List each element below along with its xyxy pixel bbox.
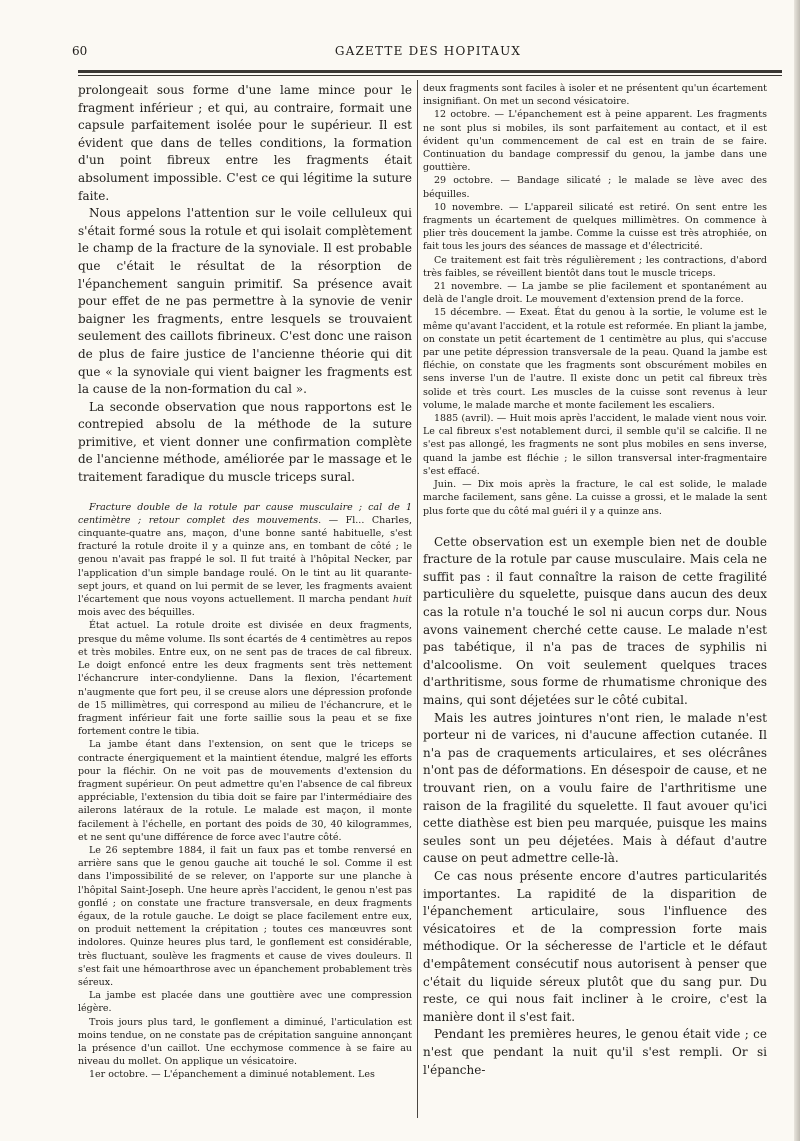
commentary [423,534,767,1079]
header-rule-thick [78,70,782,73]
case-paragraph: État actuel. La rotule droite est divisée en deux fragments, presque du même volume. Ils sont écartés de 4 centimètres au repos et très mobiles. Entre eux, on ne sent pas de traces de cal fibreux. Le doigt enfoncé entre les deux fragments sent très nettement l'échancrure inter-condylienne. Dans la flexion, l'écartement n'augmente que fort peu, il se creuse alors une dépression profonde de 15 millimètres, qui correspond au milieu de l'échancrure, et le fragment inférieur fait une forte saillie sous la peau et se fixe fortement contre le tibia. [78,620,412,738]
intro-text [78,82,412,487]
case-intro-emphasis: huit [392,594,412,606]
case-paragraph: Juin. — Dix mois après la fracture, le cal est solide, le malade marche facilement, sans gêne. La cuisse a grossi, et le malade la sent plus forte que du côté mal guéri il y a quinze ans. [423,479,767,517]
column-divider [417,80,418,1118]
case-paragraph: Ce traitement est fait très régulièrement ; les contractions, d'abord très faibles, se réveillent bientôt dans tout le muscle triceps. [423,254,767,279]
case-paragraph: La jambe est placée dans une gouttière avec une compression légère. [78,990,412,1015]
case-paragraph: Trois jours plus tard, le gonflement a diminué, l'articulation est moins tendue, on ne constate pas de crépitation sanguine annonçant la présence d'un caillot. Une ecchymose commence à se faire au niveau du mollet. On applique un vésicatoire. [78,1016,412,1068]
paragraph: La seconde observation que nous rapportons est le contrepied absolu de la méthode de la suture primitive, et vient donner une confirmation complète de l'ancienne méthode, améliorée par le massage et le traitement faradique du muscle triceps sural. [78,399,412,485]
case-report [78,501,412,1082]
running-title: GAZETTE DES HOPITAUX [334,44,522,58]
case-paragraph: 15 décembre. — Exeat. État du genou à la sortie, le volume est le même qu'avant l'accident, et la rotule est reformée. En pliant la jambe, on constate un petit écartement de 1 centimètre au plus, qui s'accuse par une petite dépression transversale de la peau. Quand la jambe est fléchie, on constate que les fragments sont obscurément mobiles en sens inverse l'un de l'autre. Il existe donc un petit cal fibreux très solide et très court. Les muscles de la cuisse sont revenus à leur volume, le malade marche et monte facilement les escaliers. [423,307,767,411]
case-paragraph: 21 novembre. — La jambe se plie facilement et spontanément au delà de l'angle droit. Le mouvement d'extension prend de la force. [423,281,767,306]
case-paragraph: deux fragments sont faciles à isoler et ne présentent qu'un écartement insignifiant. On met un second vésicatoire. [423,83,767,108]
case-intro-end: mois avec des béquilles. [78,607,195,619]
case-heading-paragraph [78,501,412,620]
case-intro: — Fl... Charles, cinquante-quatre ans, maçon, d'une bonne santé habituelle, s'est fracturé la rotule droite il y a quinze ans, en tombant de côté ; le genou n'avait pas frappé le sol. Il fut traité à l'hôpital Necker, par l'application d'un simple bandage roulé. On le tint au lit quarante-sept jours, et quand on lui permit de se lever, les fragments avaient l'écartement que nous voyons actuellement. Il marcha pendant [78,514,412,606]
right-column [423,82,767,1122]
case-paragraph: 12 octobre. — L'épanchement est à peine apparent. Les fragments ne sont plus si mobiles, ils sont parfaitement au contact, et il est évident qu'un commencement de cal est en train de se faire. Continuation du bandage compressif du genou, la jambe dans une gouttière. [423,109,767,174]
case-paragraph: 1er octobre. — L'épanchement a diminué notablement. Les [89,1069,375,1081]
left-column [78,82,412,1122]
case-paragraph: La jambe étant dans l'extension, on sent que le triceps se contracte énergiquement et la maintient étendue, malgré les efforts pour la fléchir. On ne voit pas de mouvements d'extension du fragment supérieur. On peut admettre qu'en l'absence de cal fibreux appréciable, l'extension du tibia doit se faire par l'intermédiaire des ailerons latéraux de la rotule. Le malade est maçon, il monte facilement à l'échelle, en portant des poids de 30, 40 kilogrammes, et ne sent qu'une différence de force avec l'autre côté. [78,739,412,843]
case-paragraph: Le 26 septembre 1884, il fait un faux pas et tombe renversé en arrière sans que le genou gauche ait touché le sol. Comme il est dans l'impossibilité de se relever, on l'apporte sur une planche à l'hôpital Saint-Joseph. Une heure après l'accident, le genou n'est pas gonflé ; on constate une fracture transversale, en deux fragments égaux, de la rotule gauche. Le doigt se place facilement entre eux, on produit nettement la crépitation ; toutes ces manœuvres sont indolores. Quinze heures plus tard, le gonflement est considérable, très fluctuant, soulève les fragments et cause de vives douleurs. Il s'est fait une hémoarthrose avec un épanchement probablement très séreux. [78,844,412,988]
paragraph: Ce cas nous présente encore d'autres particularités importantes. La rapidité de la disparition de l'épanchement articulaire, sous l'influence des vésicatoires et de la compression forte mais méthodique. Or la sécheresse de l'article et le défaut d'empâtement consécutif nous autorisent à penser que c'était du liquide séreux plutôt que du sang pur. Du reste, ce qui nous fait incliner à le croire, c'est la manière dont il s'est fait. [423,868,767,1024]
header-rule-thin [78,75,782,76]
case-paragraph: 29 octobre. — Bandage silicaté ; le malade se lève avec des béquilles. [423,175,767,200]
case-report-continued [423,82,767,518]
case-paragraph: 1885 (avril). — Huit mois après l'accident, le malade vient nous voir. Le cal fibreux s'est notablement durci, il semble qu'il se calcifie. Il ne s'est pas allongé, les fragments ne sont plus mobiles en sens inverse, quand la jambe est fléchie ; le sillon transversal inter-fragmentaire s'est effacé. [423,413,767,477]
page-number: 60 [72,44,88,58]
page-header [72,40,784,66]
paragraph: prolongeait sous forme d'une lame mince pour le fragment inférieur ; et qui, au contraire, formait une capsule parfaitement isolée pour le supérieur. Il est évident que dans de telles conditions, la formation d'un point fibreux entre les fragments était absolument impossible. C'est ce qui légitime la suture faite. [78,83,412,203]
paragraph: Mais les autres jointures n'ont rien, le malade n'est porteur ni de varices, ni d'aucune affection cutanée. Il n'a pas de craquements articulaires, et ses olécrânes n'ont pas de déformations. En désespoir de cause, et ne trouvant rien, on a voulu faire de l'arthritisme une raison de la fragilité du squelette. Il faut avouer qu'ici cette diathèse est bien peu marquée, puisque les mains seules sont un peu déjetées. Mais à défaut d'autre cause on peut admettre celle-là. [423,710,767,866]
case-paragraph: 10 novembre. — L'appareil silicaté est retiré. On sent entre les fragments un écartement de quelques millimètres. On commence à plier très doucement la jambe. Comme la cuisse est très atrophiée, on fait tous les jours des séances de massage et d'électricité. [423,201,767,253]
case-title: Fracture double de la rotule par cause musculaire ; cal de 1 centimètre ; retour complet des mouvements. [78,501,412,526]
paragraph: Cette observation est un exemple bien net de double fracture de la rotule par cause musculaire. Mais cela ne suffit pas : il faut connaître la raison de cette fragilité particulière du squelette, puisque dans aucun des deux cas la rotule n'a touché le sol ni aucun corps dur. Nous avons vainement cherché cette cause. Le malade n'est pas tabétique, il n'a pas de traces de syphilis ni d'alcoolisme. On voit seulement quelques traces d'arthritisme, sous forme de rhumatisme chronique des mains, qui sont déjetées sur le côté cubital. [423,534,767,708]
paragraph: Nous appelons l'attention sur le voile celluleux qui s'était formé sous la rotule et qui isolait complètement le champ de la fracture de la synoviale. Il est probable que c'était le résultat de la résorption de l'épanchement sanguin primitif. Sa présence avait pour effet de ne pas permettre à la synovie de venir baigner les fragments, entre lesquels se trouvaient seulement des caillots fibrineux. C'est donc une raison de plus de faire justice de l'ancienne théorie qui dit que « la synoviale qui vient baigner les fragments est la cause de la non-formation du cal ». [78,206,412,397]
paragraph: Pendant les premières heures, le genou était vide ; ce n'est que pendant la nuit qu'il s'est rempli. Or si l'épanche- [423,1027,767,1077]
